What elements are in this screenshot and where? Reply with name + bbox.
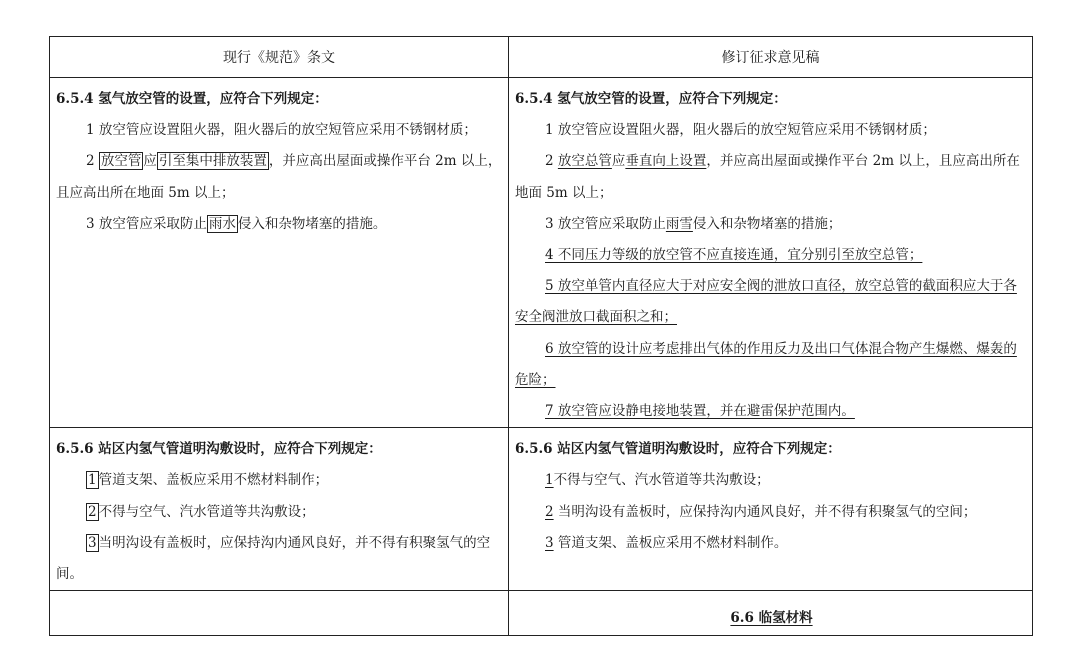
clause-title: 6.5.6 站区内氢气管道明沟敷设时，应符合下列规定：	[515, 441, 841, 458]
underlined-text: 放空总管	[557, 153, 612, 170]
row-656	[50, 428, 1033, 591]
clause-item: 2 放空总管应垂直向上设置，并应高出屋面或操作平台 2m 以上，且应高出所在地面 5m 以上；	[515, 153, 1020, 201]
boxed-text: 放空管	[100, 153, 142, 170]
clause-item: 1 放空管应设置阻火器，阻火器后的放空短管应采用不锈钢材质；	[545, 122, 936, 139]
cell-66-revised	[509, 591, 1033, 636]
clause-item: 2 当明沟设有盖板时，应保持沟内通风良好，并不得有积聚氢气的空间；	[545, 503, 977, 520]
boxed-number: 3	[88, 534, 97, 551]
cell-656-revised	[509, 428, 1033, 591]
clause-item: 3 管道支架、盖板应采用不燃材料制作。	[545, 534, 788, 551]
clause-title: 6.5.4 氢气放空管的设置，应符合下列规定：	[56, 91, 328, 107]
clause-item: 6 放空管的设计应考虑排出气体的作用反力及出口气体混合物产生爆燃、爆轰的危险；	[515, 340, 1017, 388]
cell-654-current	[50, 78, 509, 428]
clause-item: 2 不得与空气、汽水管道等共沟敷设；	[88, 503, 315, 520]
clause-item: 2 放空管 应 引至集中排放装置 ，并应高出屋面或操作平台 2m 以上，且应高出所在地面 5m 以上；	[56, 153, 502, 201]
underlined-text: 雨雪	[665, 215, 693, 232]
header-row	[50, 37, 1033, 78]
underlined-number: 3	[545, 534, 554, 551]
row-66	[50, 591, 1033, 636]
cell-66-current	[50, 591, 509, 636]
cell-656-current	[50, 428, 509, 591]
clause-item: 1 管道支架、盖板应采用不燃材料制作；	[88, 472, 329, 489]
boxed-text: 雨水	[208, 215, 236, 232]
header-current: 现行《规范》条文	[50, 37, 509, 78]
clause-title: 6.5.4 氢气放空管的设置，应符合下列规定：	[515, 91, 787, 107]
clause-item: 1 放空管应设置阻火器，阻火器后的放空短管应采用不锈钢材质；	[86, 122, 477, 139]
header-revised: 修订征求意见稿	[509, 37, 1033, 78]
row-654	[50, 78, 1033, 428]
clause-item: 5 放空单管内直径应大于对应安全阀的泄放口直径，放空总管的截面积应大于各安全阀泄放口截面积之和；	[515, 278, 1017, 326]
underlined-text: 垂直向上设置	[625, 153, 707, 170]
clause-item: 3 放空管应采取防止雨雪侵入和杂物堵塞的措施；	[545, 215, 842, 232]
clause-item: 1不得与空气、汽水管道等共沟敷设；	[545, 472, 770, 489]
underlined-number: 1	[545, 472, 554, 489]
boxed-text: 引至集中排放装置	[158, 153, 267, 170]
comparison-table	[49, 36, 1033, 636]
underlined-number: 2	[545, 503, 554, 520]
clause-item: 3 当明沟设有盖板时，应保持沟内通风良好，并不得有积聚氢气的空间。	[56, 534, 491, 583]
section-title: 6.6 临氢材料	[730, 610, 813, 627]
cell-654-revised	[509, 78, 1033, 428]
clause-item: 3 放空管应采取防止 雨水 侵入和杂物堵塞的措施。	[86, 215, 387, 232]
boxed-number: 2	[88, 503, 97, 520]
boxed-number: 1	[88, 472, 97, 489]
clause-item: 7 放空管应设静电接地装置，并在避雷保护范围内。	[545, 403, 855, 420]
clause-item: 4 不同压力等级的放空管不应直接连通，宜分别引至放空总管；	[545, 247, 923, 264]
clause-title: 6.5.6 站区内氢气管道明沟敷设时，应符合下列规定：	[56, 441, 382, 458]
